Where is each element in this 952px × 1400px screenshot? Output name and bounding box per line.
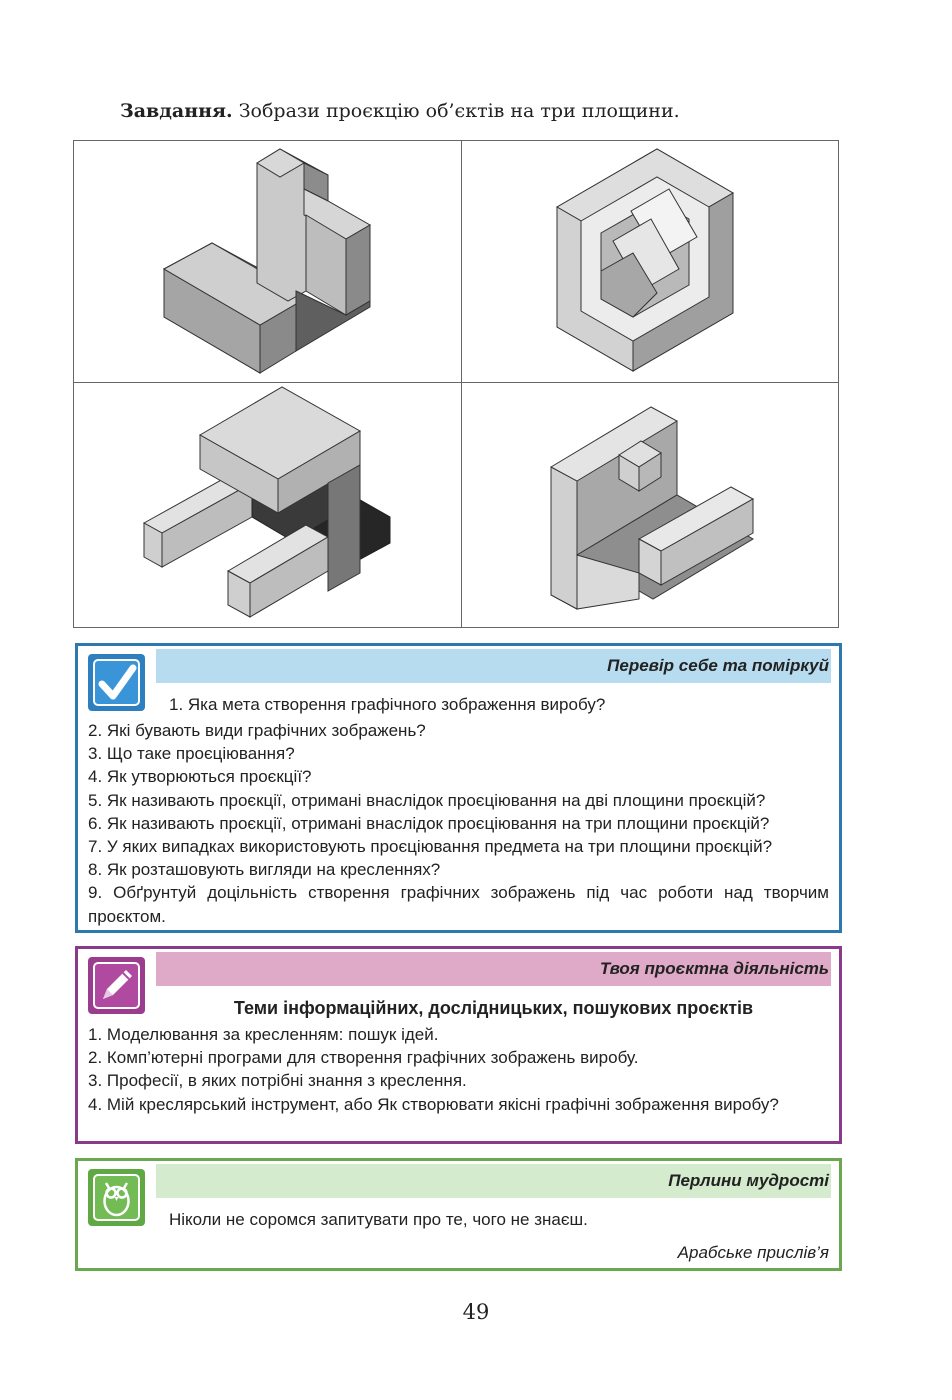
project-activity-header: [156, 952, 831, 986]
question-4: 4. Як утворюються проєкції?: [88, 767, 312, 787]
check-yourself-box: [75, 643, 842, 933]
question-5: 5. Як називають проєкції, отримані внаслідок проєціювання на дві площини проєкцій?: [88, 790, 766, 810]
question-1: 1. Яка мета створення графічного зображення виробу?: [169, 695, 606, 714]
question-3: 3. Що таке проєціювання?: [88, 744, 295, 764]
question-7: 7. У яких випадках використовують проєціювання предмета на три площини проєкцій?: [88, 837, 773, 857]
project-activity-box: [75, 946, 842, 1144]
question-2: 2. Які бувають види графічних зображень?: [88, 721, 426, 740]
task-text: [120, 100, 840, 122]
project-topics-heading: Теми інформаційних, дослідницьких, пошукових проєктів: [233, 998, 754, 1018]
task-label: Завдання.: [120, 100, 233, 122]
pencil-icon: [88, 957, 145, 1014]
object-3-figure: [74, 383, 460, 629]
object-1-figure: [74, 141, 460, 382]
page-number: 49: [462, 1300, 490, 1324]
wisdom-source: Арабське прислів’я: [677, 1243, 829, 1262]
topic-1: 1. Моделювання за кресленням: пошук ідей.: [88, 1025, 439, 1044]
topic-2: 2. Комп’ютерні програми для створення графічних зображень виробу.: [88, 1048, 639, 1068]
owl-icon: [88, 1169, 145, 1226]
task-instruction: Зобрази проєкцію об’єктів на три площини.: [238, 100, 680, 122]
wisdom-title: Перлини мудрості: [668, 1171, 829, 1190]
topic-4: 4. Мій креслярський інструмент, або Як створювати якісні графічні зображення виробу?: [88, 1094, 779, 1114]
wisdom-header: [156, 1164, 831, 1198]
question-9: 9. Обґрунтуй доцільність створення графічних зображень під час роботи над творчим проєктом.: [88, 883, 829, 926]
object-4-figure: [461, 383, 839, 629]
question-6: 6. Як називають проєкції, отримані внаслідок проєціювання на три площини проєкцій?: [88, 813, 770, 833]
question-8: 8. Як розташовують вигляди на кресленнях?: [88, 860, 441, 880]
topic-3: 3. Професії, в яких потрібні знання з креслення.: [88, 1071, 467, 1091]
objects-grid: [73, 140, 839, 628]
object-2-figure: [461, 141, 839, 382]
wisdom-quote: Ніколи не соромся запитувати про те, чого не знаєш.: [169, 1210, 588, 1229]
check-yourself-header: [156, 649, 831, 683]
project-activity-title: Твоя проєктна діяльність: [599, 959, 829, 978]
check-yourself-title: Перевір себе та поміркуй: [607, 656, 829, 675]
wisdom-box: [75, 1158, 842, 1271]
